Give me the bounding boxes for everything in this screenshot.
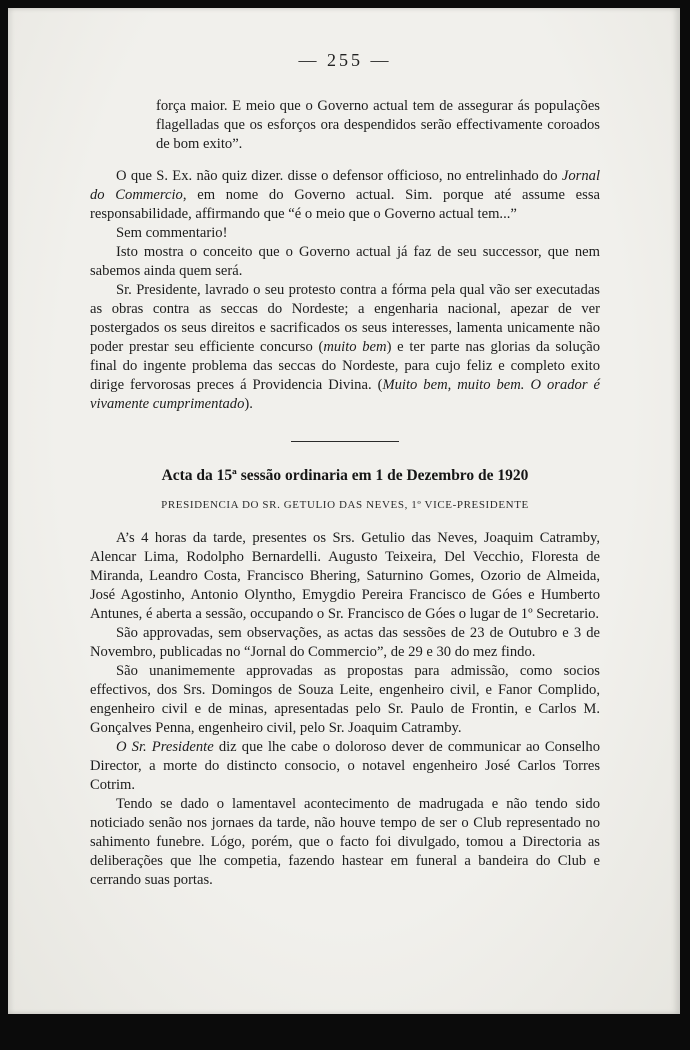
paragraph-abertura-sessao: A’s 4 horas da tarde, presentes os Srs. Getulio das Neves, Joaquim Catramby, Alencar Lima, Rodolpho Bernardelli. Augusto Teixeira, Del Vecchio, Floresta de Miranda, Leandro Costa, Francisco Bhering, Saturnino Gomes, Ozorio de Almeida, José Agostinho, Antonio Olyntho, Emygdio Pereira Francisco de Góes e Humberto Antunes, é aberta a sessão, occupando o Sr. Francisco de Góes o lugar de 1º Secretario.	[90, 530, 600, 622]
page-content	[8, 8, 680, 890]
page-number: — 255 —	[298, 50, 392, 70]
paragraph-approvacao-actas: São approvadas, sem observações, as actas das sessões de 23 de Outubro e 3 de Novembro, publicadas no “Jornal do Commercio”, de 29 e 30 do mez findo.	[90, 625, 600, 660]
paragraph-protesto-seccas: Sr. Presidente, lavrado o seu protesto contra a fórma pela qual vão ser executadas as obras contra as seccas do Nordeste; a engenharia nacional, apezar de ver postergados os seus direitos e sacrificados os seus interesses, lamenta unicamente não poder prestar seu efficiente concurso (muito bem) e ter parte nas glorias da solução final do ingente problema das seccas do Nordeste, para cujo feliz e completo exito dirige fervorosas preces á Providencia Divina. (Muito bem, muito bem. O orador é vivamente cumprimentado).	[90, 282, 600, 412]
paragraph-luto-club: Tendo se dado o lamentavel acontecimento de madrugada e não tendo sido noticiado senão nos jornaes da tarde, não houve tempo de ser o Club representado no sahimento funebre. Lógo, porém, que o facto foi divulgado, tomou a Directoria as deliberações que lhe competia, fazendo hastear em funeral a bandeira do Club e cerrando suas portas.	[90, 796, 600, 888]
paragraph-admissao-socios: São unanimemente approvadas as propostas para admissão, como socios effectivos, dos Srs. Domingos de Souza Leite, engenheiro civil, e Fanor Complido, engenheiro civil e de minas, apresentadas pelo Sr. Paulo de Frontin, e Carlos M. Gonçalves Penna, engenheiro civil, pelo Sr. Joaquim Catramby.	[90, 663, 600, 736]
paragraph-sem-commentario: Sem commentario!	[116, 225, 228, 241]
paragraph-fallecimento-cotrim: O Sr. Presidente diz que lhe cabe o doloroso dever de communicar ao Conselho Director, a morte do distincto consocio, o notavel engenheiro José Carlos Torres Cotrim.	[90, 739, 600, 793]
paragraph-quote-continuation: força maior. E meio que o Governo actual tem de assegurar ás populações flagelladas que os esforços ora despendidos serão effectivamente coroados de bom exito”.	[156, 98, 600, 152]
session-heading: Acta da 15ª sessão ordinaria em 1 de Dezembro de 1920	[161, 467, 529, 484]
section-divider	[291, 441, 399, 442]
session-presidency: PRESIDENCIA DO SR. GETULIO DAS NEVES, 1º VICE-PRESIDENTE	[161, 499, 529, 511]
paragraph-defensor-officioso: O que S. Ex. não quiz dizer. disse o defensor officioso, no entrelinhado do Jornal do Commercio, em nome do Governo actual. Sim. porque até assume essa responsabilidade, affirmando que “é o meio que o Governo actual tem...”	[90, 168, 600, 222]
paragraph-conceito-governo: Isto mostra o conceito que o Governo actual já faz de seu successor, que nem sabemos ainda quem será.	[90, 244, 600, 279]
scanned-page	[8, 8, 680, 1014]
